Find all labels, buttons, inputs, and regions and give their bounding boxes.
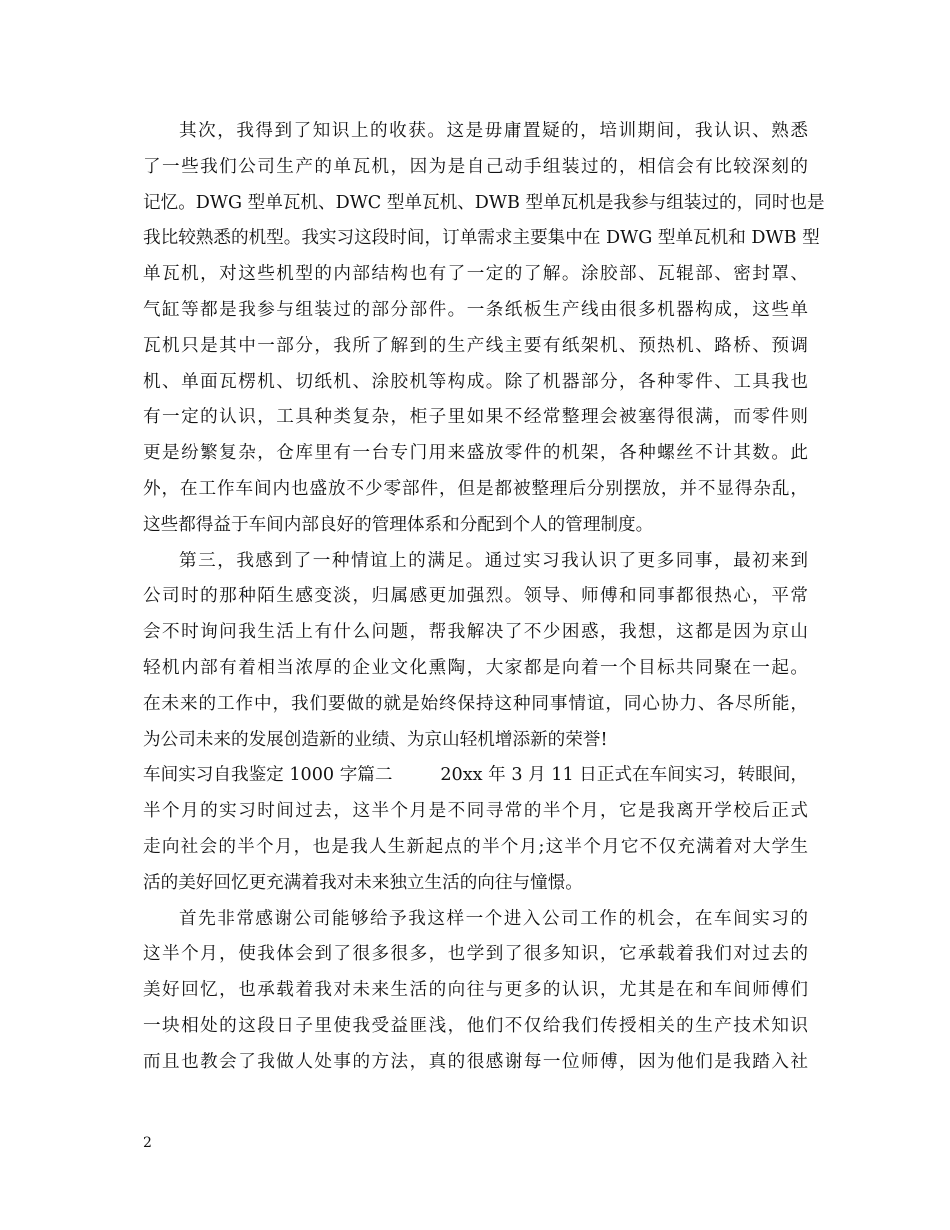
text-line: 外，在工作车间内也盛放不少零部件，但是都被整理后分别摆放，并不显得杂乱， bbox=[143, 478, 808, 499]
document-body bbox=[143, 114, 825, 1081]
text-line: 一块相处的这段日子里使我受益匪浅，他们不仅给我们传授相关的生产技术知识 bbox=[143, 1015, 808, 1036]
text-line: 记忆。DWG 型单瓦机、DWC 型单瓦机、DWB 型单瓦机是我参与组装过的，同时也是 bbox=[143, 192, 825, 213]
text-line: 美好回忆，也承载着我对未来生活的向往与更多的认识，尤其是在和车间师傅们 bbox=[143, 980, 808, 1001]
text-line: 更是纷繁复杂，仓库里有一台专门用来盛放零件的机架，各种螺丝不计其数。此 bbox=[143, 443, 808, 464]
text-line: 气缸等都是我参与组装过的部分部件。一条纸板生产线由很多机器构成，这些单 bbox=[143, 299, 808, 320]
paragraph-gratitude bbox=[143, 902, 808, 1081]
text-line: 这半个月，使我体会到了很多很多，也学到了很多知识，它承载着我们对过去的 bbox=[143, 944, 808, 965]
text-line: 有一定的认识，工具种类复杂，柜子里如果不经常整理会被塞得很满，而零件则 bbox=[143, 407, 808, 428]
text-line: 第三，我感到了一种情谊上的满足。通过实习我认识了更多同事，最初来到 bbox=[179, 550, 808, 571]
text-line: 在未来的工作中，我们要做的就是始终保持这种同事情谊，同心协力、各尽所能， bbox=[143, 693, 808, 714]
text-line: 我比较熟悉的机型。我实习这段时间，订单需求主要集中在 DWG 型单瓦机和 DWB 型 bbox=[143, 228, 820, 249]
text-line: 轻机内部有着相当浓厚的企业文化熏陶，大家都是向着一个目标共同聚在一起。 bbox=[143, 657, 808, 678]
text-line: 这些都得益于车间内部良好的管理体系和分配到个人的管理制度。 bbox=[143, 514, 654, 535]
text-line: 公司时的那种陌生感变淡，归属感更加强烈。领导、师傅和同事都很热心，平常 bbox=[143, 586, 808, 607]
text-line: 其次，我得到了知识上的收获。这是毋庸置疑的，培训期间，我认识、熟悉 bbox=[179, 121, 808, 141]
text-line: 走向社会的半个月，也是我人生新起点的半个月;这半个月它不仅充满着对大学生 bbox=[143, 836, 808, 857]
text-line: 半个月的实习时间过去，这半个月是不同寻常的半个月，它是我离开学校后正式 bbox=[143, 801, 808, 822]
section-heading: 车间实习自我鉴定 1000 字篇二 bbox=[143, 765, 393, 786]
text-line: 机、单面瓦楞机、切纸机、涂胶机等构成。除了机器部分，各种零件、工具我也 bbox=[143, 371, 808, 392]
text-line: 瓦机只是其中一部分，我所了解到的生产线主要有纸架机、预热机、路桥、预调 bbox=[143, 335, 808, 356]
text-line: 会不时询问我生活上有什么问题，帮我解决了不少困惑，我想，这都是因为京山 bbox=[143, 622, 808, 643]
text-line: 活的美好回忆更充满着我对未来独立生活的向往与憧憬。 bbox=[143, 872, 583, 893]
text-line: 20xx 年 3 月 11 日正式在车间实习，转眼间， bbox=[440, 765, 808, 786]
paragraph-knowledge bbox=[143, 114, 825, 544]
text-line: 为公司未来的发展创造新的业绩、为京山轻机增添新的荣誉! bbox=[143, 729, 608, 750]
text-line: 首先非常感谢公司能够给予我这样一个进入公司工作的机会，在车间实习的 bbox=[179, 908, 808, 929]
section-heading-line bbox=[143, 758, 808, 794]
section-two bbox=[143, 758, 808, 901]
paragraph-friendship bbox=[143, 544, 808, 759]
text-line: 单瓦机，对这些机型的内部结构也有了一定的了解。涂胶部、瓦辊部、密封罩、 bbox=[143, 264, 808, 285]
text-line: 而且也教会了我做人处事的方法，真的很感谢每一位师傅，因为他们是我踏入社 bbox=[143, 1051, 808, 1072]
page-number: 2 bbox=[143, 1135, 152, 1151]
text-line: 了一些我们公司生产的单瓦机，因为是自己动手组装过的，相信会有比较深刻的 bbox=[143, 156, 808, 177]
